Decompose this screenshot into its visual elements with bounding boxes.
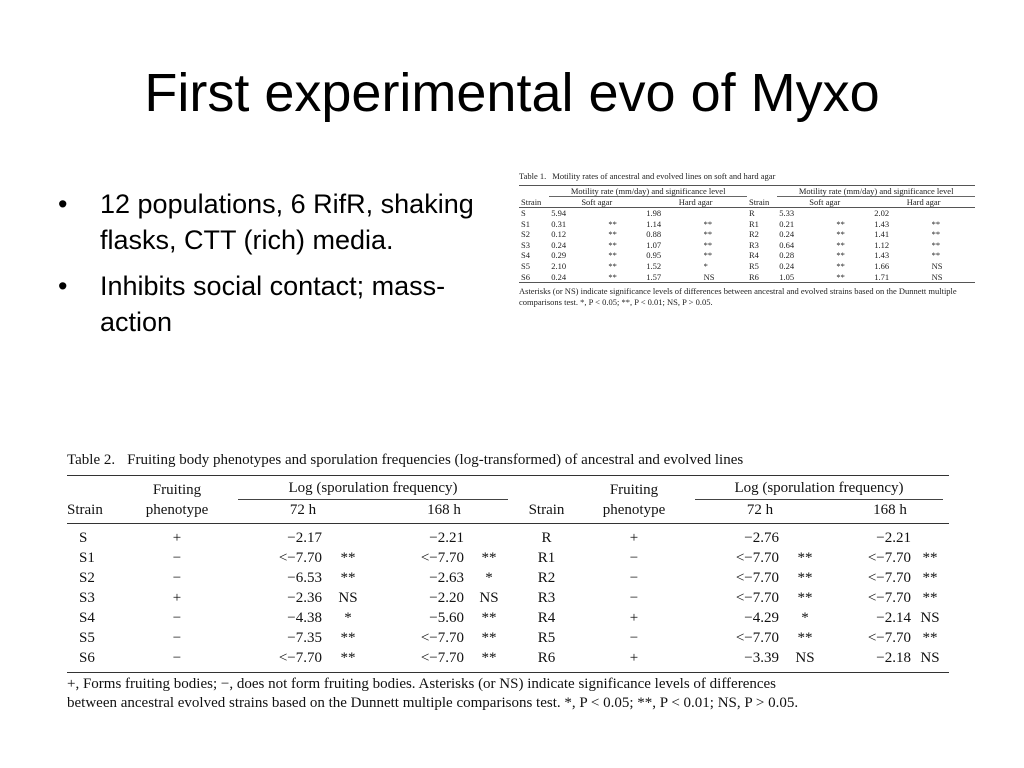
table1-caption: Table 1. Motility rates of ancestral and evolved lines on soft and hard agar <box>519 171 776 181</box>
table-cell: ** <box>481 550 497 566</box>
bullet-text: 12 populations, 6 RifR, shaking flasks, CTT (rich) media. <box>100 189 474 255</box>
table-cell: 1.57 <box>646 271 662 282</box>
table-cell: R2 <box>537 570 556 586</box>
table-row <box>519 272 975 283</box>
table-cell: S1 <box>79 550 95 566</box>
table-row <box>519 240 975 251</box>
table2-col-phenotype: phenotype <box>579 500 689 524</box>
slide-title: First experimental evo of Myxo <box>144 63 880 123</box>
table-row <box>67 548 949 568</box>
table-cell: 0.21 <box>779 218 795 229</box>
table-cell <box>322 524 374 549</box>
table-cell: ** <box>608 229 617 240</box>
table-cell: ** <box>608 218 617 229</box>
table1-label: Table 1. <box>519 171 547 181</box>
table-cell <box>930 208 975 219</box>
table-cell: * <box>801 610 809 626</box>
table-cell: −2.36 <box>287 590 322 606</box>
table1-col-strain: Strain <box>521 196 542 207</box>
table-cell: −2.76 <box>744 530 779 546</box>
table-cell: ** <box>481 610 497 626</box>
table2-grid <box>67 475 949 673</box>
table-cell: R1 <box>537 550 556 566</box>
table-cell <box>464 524 514 549</box>
table-cell: − <box>172 570 182 586</box>
table-cell: ** <box>703 229 713 240</box>
table2-col-phenotype: phenotype <box>122 500 232 524</box>
motility-table <box>519 171 975 308</box>
table-cell: 0.24 <box>551 271 567 282</box>
table-cell: 2.10 <box>551 260 567 271</box>
bullet-marker: • <box>58 189 68 219</box>
table1-col-strain: Strain <box>748 196 770 207</box>
table-cell: ** <box>340 550 356 566</box>
table-cell: −2.63 <box>429 570 464 586</box>
table-cell: ** <box>922 630 938 646</box>
table-row <box>519 229 975 240</box>
table-cell: − <box>629 630 639 646</box>
table2-label: Table 2. <box>67 452 116 468</box>
table2-caption: Table 2. Fruiting body phenotypes and sporulation frequencies (log-transformed) of ancestral and evolved lines <box>67 452 744 468</box>
table-cell: <−7.70 <box>232 648 322 673</box>
table-cell: 1.14 <box>646 218 662 229</box>
table-cell: 1.07 <box>646 239 662 250</box>
table-cell: R2 <box>748 229 759 240</box>
table-cell: S5 <box>79 630 95 646</box>
table1-group-header-left: Motility rate (mm/day) and significance level <box>549 186 747 197</box>
table-row <box>519 261 975 272</box>
table-cell: 0.64 <box>779 239 795 250</box>
table-cell: ** <box>608 239 617 250</box>
table1-group-header-right: Motility rate (mm/day) and significance level <box>777 186 975 197</box>
table2-col-72h: 72 h <box>689 500 831 524</box>
table-cell: NS <box>779 648 831 673</box>
table-cell: <−7.70 <box>867 630 911 646</box>
table-cell: −2.18 <box>831 648 911 673</box>
table-cell: 1.43 <box>874 218 890 229</box>
table-cell: ** <box>931 239 941 250</box>
table-cell: −2.20 <box>429 590 464 606</box>
table-cell: −2.17 <box>287 530 322 546</box>
table2-col-strain: Strain <box>514 500 579 524</box>
table-cell: 1.05 <box>779 271 795 282</box>
table-cell: 1.41 <box>874 229 890 240</box>
table1-col-hard: Hard agar <box>906 197 941 207</box>
table-cell: <−7.70 <box>735 630 779 646</box>
table-cell: ** <box>703 218 713 229</box>
table-cell: ** <box>797 630 813 646</box>
table-cell: 1.98 <box>646 208 662 218</box>
table-cell: S5 <box>521 260 530 271</box>
table-cell: 0.31 <box>551 218 567 229</box>
table-cell: ** <box>797 590 813 606</box>
table2-col-168h: 168 h <box>831 500 949 524</box>
table-cell: S1 <box>521 218 530 229</box>
table-cell: ** <box>608 271 617 282</box>
table-cell: ** <box>340 630 356 646</box>
table-cell: −4.29 <box>744 610 779 626</box>
table-cell: <−7.70 <box>735 570 779 586</box>
table2-footnote-line: +, Forms fruiting bodies; −, does not form fruiting bodies. Asterisks (or NS) indicate significance levels of differences <box>67 676 776 692</box>
table-cell: − <box>122 648 232 673</box>
table-cell: ** <box>703 250 713 261</box>
table-cell: <−7.70 <box>420 630 464 646</box>
table-cell: ** <box>340 570 356 586</box>
table-cell: 1.66 <box>874 260 890 271</box>
table-cell <box>779 524 831 549</box>
table-cell: 0.12 <box>551 229 567 240</box>
table-cell: R6 <box>748 271 759 282</box>
table-cell: 0.88 <box>646 229 662 240</box>
table-cell: − <box>172 550 182 566</box>
table-cell: ** <box>836 229 845 240</box>
table-cell: * <box>344 610 352 626</box>
table-cell: R3 <box>537 590 556 606</box>
table-cell: ** <box>836 239 845 250</box>
table-cell: R6 <box>514 648 579 673</box>
table2-footnote <box>67 675 949 713</box>
table2-col-strain: Strain <box>67 500 122 524</box>
table-cell: + <box>629 610 639 626</box>
table1-col-soft: Soft agar <box>809 197 841 207</box>
table-cell: <−7.70 <box>867 570 911 586</box>
table-cell: ** <box>836 250 845 261</box>
table-cell: S4 <box>79 610 95 626</box>
table-cell: ** <box>608 250 617 261</box>
table1-grid <box>519 185 975 283</box>
table-cell: NS <box>920 610 940 626</box>
table-cell: −7.35 <box>287 630 322 646</box>
table2-col-168h: 168 h <box>374 500 514 524</box>
table-cell: ** <box>481 630 497 646</box>
table-cell: 0.24 <box>779 229 795 240</box>
table-cell: 1.43 <box>874 250 890 261</box>
table-cell: 1.12 <box>874 239 890 250</box>
table-cell: − <box>629 550 639 566</box>
table-cell: NS <box>931 260 943 271</box>
table-cell: ** <box>797 550 813 566</box>
table2-group-header-left: Log (sporulation frequency) <box>238 480 508 500</box>
table-cell <box>834 208 872 219</box>
table2-footnote-line: between ancestral evolved strains based on the Dunnett multiple comparisons test. *, P < 0.05; **, P < 0.01; NS, P > 0.05. <box>67 695 799 711</box>
table-row <box>67 568 949 588</box>
table-cell: ** <box>703 239 713 250</box>
table-cell: NS <box>338 590 358 606</box>
table-cell: − <box>629 590 639 606</box>
table-row <box>519 219 975 230</box>
table-cell: NS <box>703 271 715 282</box>
table-row <box>519 208 975 219</box>
table-cell: S6 <box>67 648 122 673</box>
table-cell: <−7.70 <box>867 590 911 606</box>
table-cell: * <box>703 260 708 271</box>
sporulation-table <box>67 452 949 713</box>
table-cell: 5.33 <box>779 208 795 218</box>
table-cell: <−7.70 <box>374 648 464 673</box>
table-cell: − <box>172 610 182 626</box>
table-cell: ** <box>931 229 941 240</box>
table2-col-72h: 72 h <box>232 500 374 524</box>
table-cell: + <box>579 648 689 673</box>
bullet-marker: • <box>58 271 68 301</box>
table-cell: 0.28 <box>779 250 795 261</box>
table-cell: 0.29 <box>551 250 567 261</box>
table-cell: − <box>629 570 639 586</box>
table-cell: + <box>629 530 639 546</box>
table-cell: ** <box>922 550 938 566</box>
table-cell: ** <box>931 218 941 229</box>
table2-group-header-right: Log (sporulation frequency) <box>695 480 943 500</box>
table-row <box>67 524 949 549</box>
table-cell: S <box>79 530 88 546</box>
table-cell: NS <box>911 648 949 673</box>
table-cell: ** <box>922 590 938 606</box>
table-cell: 0.24 <box>779 260 795 271</box>
table-cell: ** <box>922 570 938 586</box>
table1-col-hard: Hard agar <box>678 197 713 207</box>
table-cell: NS <box>479 590 499 606</box>
table-cell: <−7.70 <box>278 550 322 566</box>
table-cell: + <box>172 590 182 606</box>
table-cell: ** <box>464 648 514 673</box>
table-cell: S2 <box>521 229 530 240</box>
table-cell: <−7.70 <box>735 550 779 566</box>
table-cell: ** <box>836 218 845 229</box>
table1-footnote: Asterisks (or NS) indicate significance levels of differences between ancestral and evolved strains based on the Dunnett multiple comparisons test. *, P < 0.05; **, P < 0.01; NS, P > 0.05. <box>519 286 957 308</box>
table-cell: <−7.70 <box>735 590 779 606</box>
table-cell: <−7.70 <box>867 550 911 566</box>
table-cell: ** <box>836 271 845 282</box>
table-cell <box>911 524 949 549</box>
table-cell: −2.21 <box>429 530 464 546</box>
table-cell: S4 <box>521 250 530 261</box>
table-cell: 1.52 <box>646 260 662 271</box>
table-cell: 5.94 <box>551 208 567 218</box>
table-row <box>67 608 949 628</box>
table-cell: R5 <box>748 260 759 271</box>
table-cell: ** <box>836 260 845 271</box>
table-row <box>67 588 949 608</box>
table-cell: − <box>172 630 182 646</box>
table-cell: 0.24 <box>551 239 567 250</box>
bullet-item <box>58 186 498 258</box>
table-cell: R4 <box>537 610 556 626</box>
table2-col-fruiting: Fruiting <box>122 476 232 501</box>
table-row <box>67 648 949 673</box>
table-cell: −4.38 <box>287 610 322 626</box>
bullet-text: Inhibits social contact; mass-action <box>100 271 446 337</box>
bullet-item <box>58 268 498 340</box>
table1-col-soft: Soft agar <box>581 197 613 207</box>
table-cell <box>702 208 747 219</box>
table-cell: + <box>172 530 182 546</box>
table-cell: −2.21 <box>876 530 911 546</box>
table-row <box>67 628 949 648</box>
table-cell: <−7.70 <box>420 550 464 566</box>
table-cell: S <box>521 208 526 218</box>
table-cell: R <box>748 208 755 218</box>
table-cell: ** <box>797 570 813 586</box>
table-cell: R4 <box>748 250 759 261</box>
table-cell: ** <box>608 260 617 271</box>
table-cell: R3 <box>748 239 759 250</box>
table2-col-fruiting: Fruiting <box>579 476 689 501</box>
table-cell: 1.71 <box>874 271 890 282</box>
table-cell: ** <box>931 250 941 261</box>
table-cell: NS <box>931 271 943 282</box>
table-cell: ** <box>322 648 374 673</box>
table-row <box>519 250 975 261</box>
table-cell: 0.95 <box>646 250 662 261</box>
table-cell: S6 <box>521 271 530 282</box>
table-cell: S3 <box>521 239 530 250</box>
table-cell: S3 <box>79 590 95 606</box>
table-cell: −2.14 <box>876 610 911 626</box>
table-cell: −6.53 <box>287 570 322 586</box>
table-cell: R5 <box>537 630 556 646</box>
table-cell: 2.02 <box>874 208 890 218</box>
table-cell: R1 <box>748 218 759 229</box>
table-cell <box>606 208 644 219</box>
table-cell: R <box>541 530 552 546</box>
table-cell: * <box>485 570 493 586</box>
table-cell: S2 <box>79 570 95 586</box>
table-cell: −5.60 <box>429 610 464 626</box>
bullet-list <box>58 186 498 350</box>
table-cell: −3.39 <box>689 648 779 673</box>
